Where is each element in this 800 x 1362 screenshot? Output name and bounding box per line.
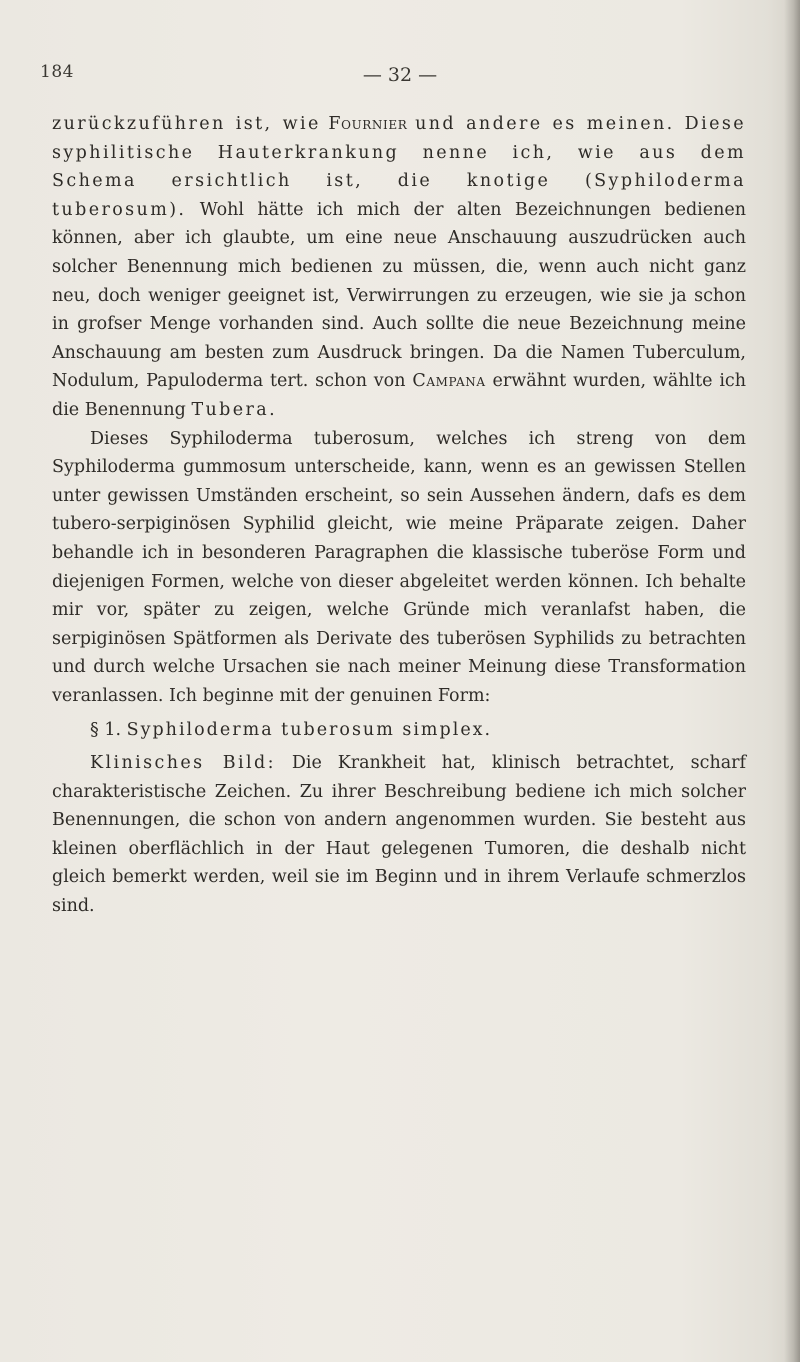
section-title: Syphiloderma tuberosum simplex.	[126, 720, 493, 741]
running-head: — 32 —	[362, 64, 438, 86]
paragraph-1: zurückzuführen ist, wie Fournier und andere es meinen. Diese syphilitische Hauterkrankung nenne ich, wie aus dem Schema ersichtlich ist, die knotige (Syphiloderma tuberosum). Wohl hätte ich mich der alten Bezeichnungen bedienen können, aber ich glaubte, um eine neue Anschauung auszudrücken auch solcher Benennung mich bedienen zu müssen, die, wenn auch nicht ganz neu, doch weniger geeignet ist, Verwirrungen zu erzeugen, wie sie ja schon in grofser Menge vorhanden sind. Auch sollte die neue Bezeichnung meine Anschauung am besten zum Ausdruck bringen. Da die Namen Tuberculum, Nodulum, Papuloderma tert. schon von Campana erwähnt wurden, wählte ich die Benennung Tubera.	[52, 114, 746, 420]
page-number: 184	[40, 62, 74, 82]
section-heading	[52, 716, 746, 745]
section-number: § 1.	[90, 720, 122, 741]
paragraph-2: Dieses Syphiloderma tuberosum, welches ich streng von dem Syphiloderma gummosum unterscheide, kann, wenn es an gewissen Stellen unter gewissen Umständen erscheint, so sein Aussehen ändern, dafs es dem tubero-serpiginösen Syphilid gleicht, wie meine Präparate zeigen. Daher behandle ich in besonderen Paragraphen die klassische tuberöse Form und diejenigen Formen, welche von dieser abgeleitet werden können. Ich behalte mir vor, später zu zeigen, welche Gründe mich veranlafst haben, die serpiginösen Spätformen als Derivate des tuberösen Syphilids zu betrachten und durch welche Ursachen sie nach meiner Meinung diese Transformation veranlassen. Ich beginne mit der genuinen Form:	[52, 428, 746, 706]
author-name-campana: Campana	[412, 371, 486, 392]
author-name-fournier: Fournier	[328, 114, 408, 134]
page-edge-shadow	[784, 0, 800, 1362]
term-tubera: Tubera	[191, 399, 270, 420]
body-text	[52, 110, 746, 921]
paragraph-lead: Klinisches Bild:	[90, 753, 276, 774]
paragraph-3: Klinisches Bild: Die Krankheit hat, klinisch betrachtet, scharf charakteristische Zeichen. Zu ihrer Beschreibung bediene ich mich solcher Benennungen, die schon von andern angenommen wurden. Sie besteht aus kleinen oberflächlich in der Haut gelegenen Tumoren, die deshalb nicht gleich bemerkt werden, weil sie im Beginn und in ihrem Verlaufe schmerzlos sind.	[52, 753, 746, 917]
